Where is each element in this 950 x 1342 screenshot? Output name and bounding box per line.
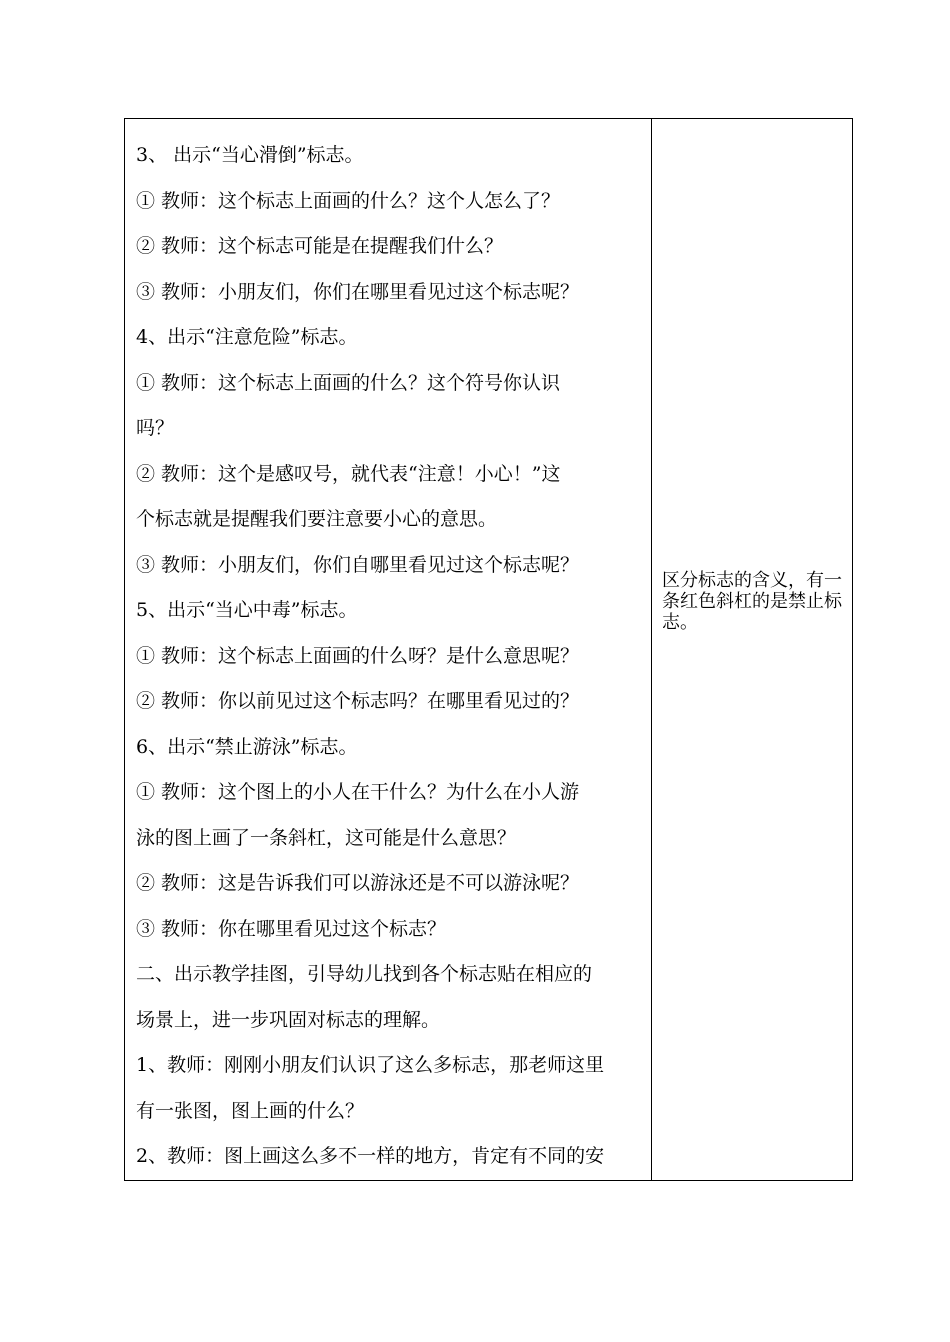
text-line: 1、教师：刚刚小朋友们认识了这么多标志，那老师这里 xyxy=(136,1054,605,1076)
text-line: ③ 教师：小朋友们，你们自哪里看见过这个标志呢？ xyxy=(136,553,580,576)
text-line: ① 教师：这个标志上面画的什么？这个人怎么了？ xyxy=(136,189,561,212)
text-line: 6、出示“禁止游泳”标志。 xyxy=(136,735,358,758)
text-line: ① 教师：这个标志上面画的什么呀？是什么意思呢？ xyxy=(136,644,580,667)
text-line: ① 教师：这个标志上面画的什么？这个符号你认识 xyxy=(136,371,561,394)
teaching-note: 区分标志的含义，有一条红色斜杠的是禁止标志。 xyxy=(662,569,842,633)
text-line: ② 教师：这是告诉我们可以游泳还是不可以游泳呢？ xyxy=(136,872,580,894)
text-line: 吗？ xyxy=(136,417,175,439)
text-line: ① 教师：这个图上的小人在干什么？为什么在小人游 xyxy=(136,781,580,803)
text-line: 个标志就是提醒我们要注意要小心的意思。 xyxy=(136,508,498,530)
text-line: ② 教师：你以前见过这个标志吗？在哪里看见过的？ xyxy=(136,690,580,712)
text-line: 有一张图，图上画的什么？ xyxy=(136,1099,365,1122)
text-line: 5、出示“当心中毒”标志。 xyxy=(136,599,358,621)
text-line: 场景上，进一步巩固对标志的理解。 xyxy=(136,1008,441,1031)
text-line: ③ 教师：你在哪里看见过这个标志？ xyxy=(136,917,447,940)
text-line: 二、出示教学挂图，引导幼儿找到各个标志贴在相应的 xyxy=(136,963,593,985)
text-line: 3、 出示“当心滑倒”标志。 xyxy=(136,144,364,166)
table-row xyxy=(125,119,853,1181)
text-line: 2、教师：图上画这么多不一样的地方，肯定有不同的安 xyxy=(136,1145,605,1167)
note-cell xyxy=(652,119,853,1181)
text-line: 泳的图上画了一条斜杠，这可能是什么意思？ xyxy=(136,826,517,849)
text-line: ② 教师：这个是感叹号，就代表“注意！小心！”这 xyxy=(136,462,561,485)
text-line: ③ 教师：小朋友们，你们在哪里看见过这个标志呢？ xyxy=(136,280,580,303)
lesson-table xyxy=(124,118,853,1181)
procedure-cell xyxy=(125,119,652,1181)
text-line: ② 教师：这个标志可能是在提醒我们什么？ xyxy=(136,235,504,257)
text-line: 4、出示“注意危险”标志。 xyxy=(136,326,358,348)
